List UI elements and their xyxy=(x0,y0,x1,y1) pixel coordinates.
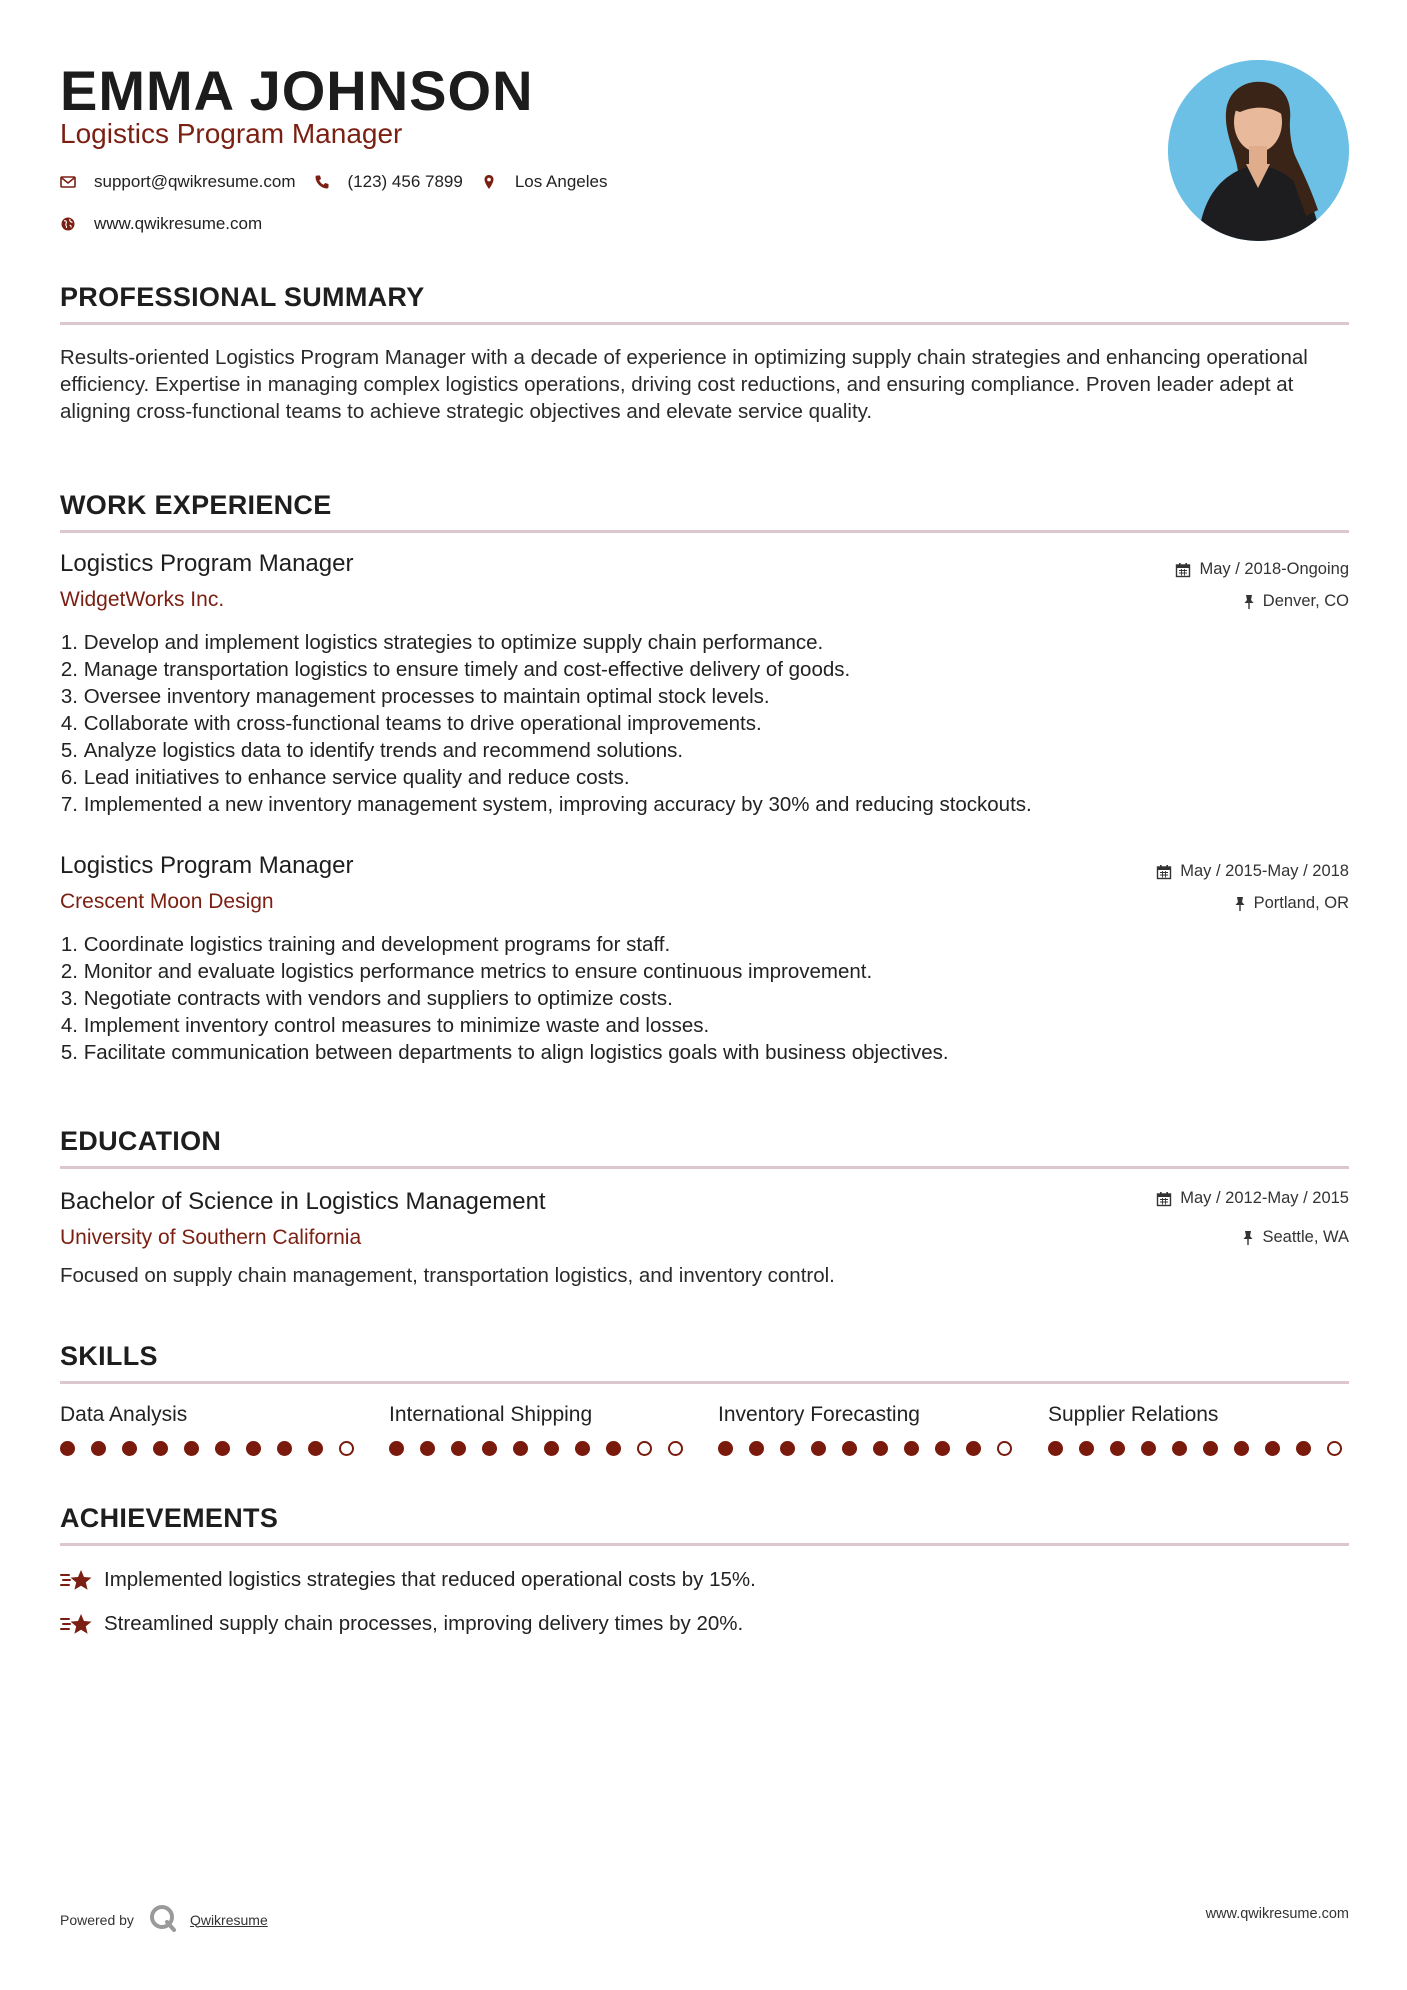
rating-dot-filled xyxy=(966,1441,981,1456)
rating-dot-filled xyxy=(451,1441,466,1456)
list-item: 7. Implemented a new inventory management system, improving accuracy by 30% and reducing stockouts. xyxy=(60,793,1032,816)
education-divider xyxy=(60,1166,1349,1169)
rating-dot-empty xyxy=(997,1441,1012,1456)
star-trophy-icon xyxy=(60,1567,94,1593)
rating-dot-filled xyxy=(153,1441,168,1456)
rating-dot-filled xyxy=(1079,1441,1094,1456)
rating-dot-filled xyxy=(91,1441,106,1456)
achievement-1-text: Implemented logistics strategies that reduced operational costs by 15%. xyxy=(104,1568,756,1591)
achievement-1 xyxy=(60,1567,756,1593)
education-dates xyxy=(1156,1189,1349,1208)
list-item: 5. Facilitate communication between departments to align logistics goals with business objectives. xyxy=(60,1041,949,1064)
calendar-icon xyxy=(1156,1191,1172,1207)
rating-dot-filled xyxy=(122,1441,137,1456)
skills-heading: SKILLS xyxy=(60,1341,158,1371)
achievement-2-text: Streamlined supply chain processes, improving delivery times by 20%. xyxy=(104,1612,744,1635)
rating-dot-empty xyxy=(339,1441,354,1456)
contact-phone[interactable]: (123) 456 7899 xyxy=(347,172,463,191)
rating-dot-filled xyxy=(935,1441,950,1456)
skills-divider xyxy=(60,1381,1349,1384)
education-degree: Bachelor of Science in Logistics Management xyxy=(60,1188,546,1215)
rating-dot-filled xyxy=(1296,1441,1311,1456)
list-item: 4. Implement inventory control measures to minimize waste and losses. xyxy=(60,1014,710,1037)
rating-dot-filled xyxy=(482,1441,497,1456)
qwikresume-logo-icon xyxy=(148,1903,178,1936)
rating-dot-empty xyxy=(637,1441,652,1456)
education-description: Focused on supply chain management, transportation logistics, and inventory control. xyxy=(60,1264,835,1287)
qwikresume-link[interactable]: Qwikresume xyxy=(189,1911,268,1928)
rating-dot-filled xyxy=(1048,1441,1063,1456)
rating-dot-filled xyxy=(246,1441,261,1456)
rating-dot-filled xyxy=(60,1441,75,1456)
education-location xyxy=(1242,1228,1349,1247)
skill-3-name: Inventory Forecasting xyxy=(718,1403,920,1426)
job-1-responsibilities xyxy=(50,629,1032,818)
rating-dot-filled xyxy=(780,1441,795,1456)
achievements-heading: ACHIEVEMENTS xyxy=(60,1503,279,1533)
rating-dot-filled xyxy=(749,1441,764,1456)
skill-1-rating xyxy=(60,1441,370,1456)
achievement-2 xyxy=(60,1611,743,1637)
job-1-dates xyxy=(1175,560,1349,579)
rating-dot-filled xyxy=(1141,1441,1156,1456)
experience-heading: WORK EXPERIENCE xyxy=(60,490,332,520)
job-1-location-text: Denver, CO xyxy=(1262,592,1349,610)
job-1-dates-text: May / 2018-Ongoing xyxy=(1199,560,1349,578)
rating-dot-filled xyxy=(277,1441,292,1456)
globe-icon xyxy=(60,216,76,232)
list-item: 2. Monitor and evaluate logistics performance metrics to ensure continuous improvement. xyxy=(60,960,873,983)
rating-dot-filled xyxy=(904,1441,919,1456)
candidate-title: Logistics Program Manager xyxy=(60,118,403,149)
achievements-divider xyxy=(60,1543,1349,1546)
rating-dot-filled xyxy=(1234,1441,1249,1456)
contact-website[interactable]: www.qwikresume.com xyxy=(94,214,263,233)
job-2-responsibilities xyxy=(50,931,949,1066)
experience-divider xyxy=(60,530,1349,533)
footer-website[interactable]: www.qwikresume.com xyxy=(1205,1906,1349,1922)
rating-dot-filled xyxy=(513,1441,528,1456)
contact-location: Los Angeles xyxy=(514,172,608,191)
location-pin-icon xyxy=(481,174,497,190)
list-item: 1. Coordinate logistics training and development programs for staff. xyxy=(60,933,671,956)
rating-dot-filled xyxy=(389,1441,404,1456)
rating-dot-filled xyxy=(1172,1441,1187,1456)
rating-dot-filled xyxy=(1110,1441,1125,1456)
summary-heading: PROFESSIONAL SUMMARY xyxy=(60,282,425,312)
skill-3-rating xyxy=(718,1441,1028,1456)
rating-dot-filled xyxy=(184,1441,199,1456)
job-2-dates xyxy=(1156,862,1349,881)
rating-dot-filled xyxy=(1265,1441,1280,1456)
email-icon xyxy=(60,174,76,190)
skill-2-name: International Shipping xyxy=(389,1403,593,1426)
skill-1-name: Data Analysis xyxy=(60,1403,188,1426)
list-item: 3. Oversee inventory management processes to maintain optimal stock levels. xyxy=(60,685,770,708)
education-heading: EDUCATION xyxy=(60,1126,222,1156)
summary-divider xyxy=(60,322,1349,325)
job-1-company: WidgetWorks Inc. xyxy=(60,588,225,611)
pushpin-icon xyxy=(1234,896,1246,912)
rating-dot-empty xyxy=(1327,1441,1342,1456)
education-dates-text: May / 2012-May / 2015 xyxy=(1180,1189,1349,1207)
job-2-dates-text: May / 2015-May / 2018 xyxy=(1180,862,1349,880)
rating-dot-filled xyxy=(718,1441,733,1456)
rating-dot-filled xyxy=(544,1441,559,1456)
rating-dot-filled xyxy=(606,1441,621,1456)
phone-icon xyxy=(314,174,330,190)
education-location-text: Seattle, WA xyxy=(1262,1228,1349,1246)
rating-dot-filled xyxy=(842,1441,857,1456)
job-2-location xyxy=(1234,894,1349,913)
contact-email[interactable]: support@qwikresume.com xyxy=(94,172,296,191)
list-item: 5. Analyze logistics data to identify trends and recommend solutions. xyxy=(60,739,684,762)
skill-4-rating xyxy=(1048,1441,1358,1456)
education-school: University of Southern California xyxy=(60,1226,362,1249)
profile-photo xyxy=(1168,60,1349,241)
job-2-location-text: Portland, OR xyxy=(1253,894,1349,912)
skill-2-rating xyxy=(389,1441,699,1456)
candidate-name: EMMA JOHNSON xyxy=(60,59,534,122)
skill-4-name: Supplier Relations xyxy=(1048,1403,1219,1426)
list-item: 6. Lead initiatives to enhance service quality and reduce costs. xyxy=(60,766,630,789)
rating-dot-empty xyxy=(668,1441,683,1456)
job-1-location xyxy=(1243,592,1349,611)
job-1-title: Logistics Program Manager xyxy=(60,550,354,577)
footer-powered-by xyxy=(60,1903,268,1936)
rating-dot-filled xyxy=(215,1441,230,1456)
job-2-title: Logistics Program Manager xyxy=(60,852,354,879)
rating-dot-filled xyxy=(420,1441,435,1456)
star-trophy-icon xyxy=(60,1611,94,1637)
list-item: 2. Manage transportation logistics to ensure timely and cost-effective delivery of goods. xyxy=(60,658,851,681)
list-item: 1. Develop and implement logistics strategies to optimize supply chain performance. xyxy=(60,631,824,654)
contact-row-secondary xyxy=(60,214,280,234)
rating-dot-filled xyxy=(308,1441,323,1456)
rating-dot-filled xyxy=(575,1441,590,1456)
job-2-company: Crescent Moon Design xyxy=(60,890,274,913)
contact-row-primary xyxy=(60,172,625,192)
rating-dot-filled xyxy=(1203,1441,1218,1456)
calendar-icon xyxy=(1175,562,1191,578)
powered-by-label: Powered by xyxy=(60,1911,134,1928)
calendar-icon xyxy=(1156,864,1172,880)
summary-text: Results-oriented Logistics Program Manager with a decade of experience in optimizing supply chain strategies and enhancing operational efficiency. Expertise in managing complex logistics operations, driving cost reductions, and ensuring compliance. Proven leader adept at aligning cross-functional teams to achieve strategic objectives and elevate service quality. xyxy=(60,346,1308,423)
list-item: 4. Collaborate with cross-functional teams to drive operational improvements. xyxy=(60,712,762,735)
pushpin-icon xyxy=(1242,1230,1254,1246)
pushpin-icon xyxy=(1243,594,1255,610)
list-item: 3. Negotiate contracts with vendors and suppliers to optimize costs. xyxy=(60,987,673,1010)
rating-dot-filled xyxy=(811,1441,826,1456)
rating-dot-filled xyxy=(873,1441,888,1456)
